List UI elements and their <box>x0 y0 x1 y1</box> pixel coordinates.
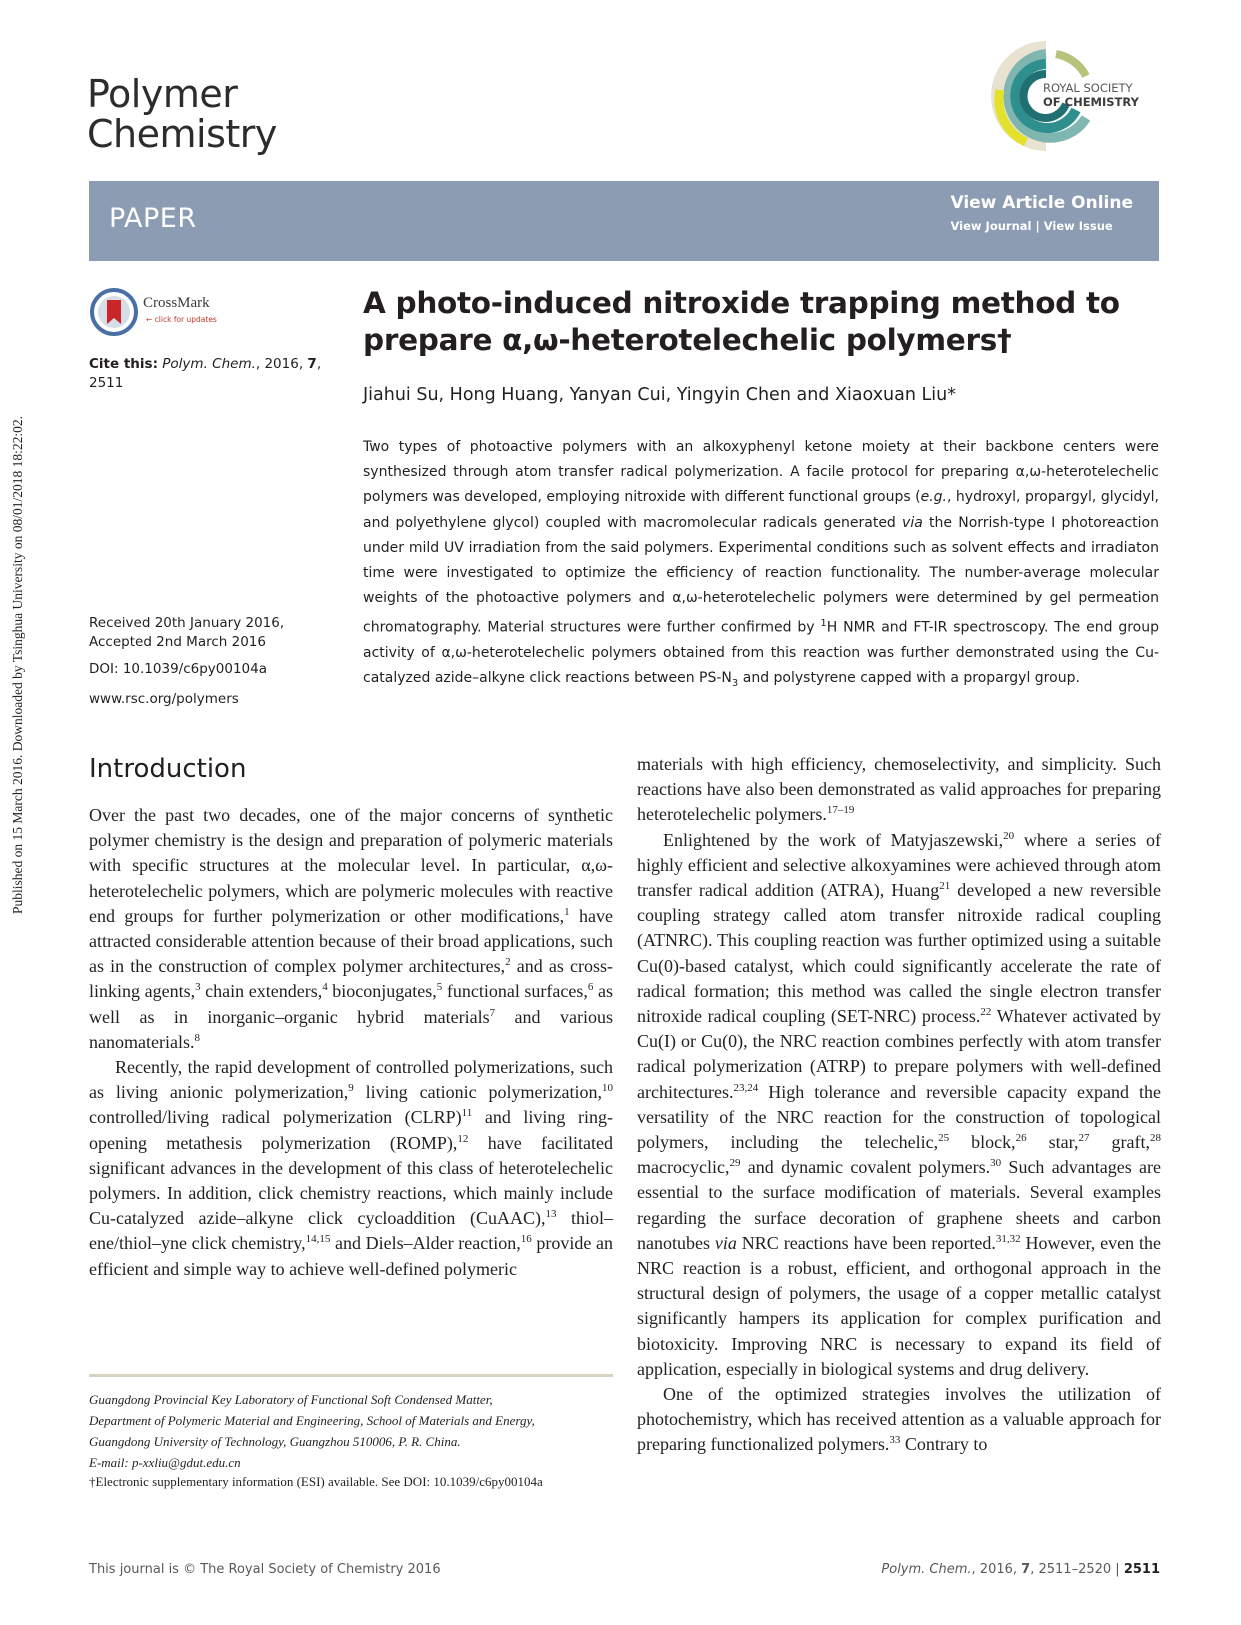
citation-ref[interactable]: 22 <box>980 1006 992 1019</box>
view-links-group <box>950 193 1133 233</box>
abstract-superscript: 1 <box>820 618 827 630</box>
citation-ref[interactable]: 14,15 <box>305 1233 331 1246</box>
citation-ref[interactable]: 30 <box>990 1157 1002 1170</box>
citation-ref[interactable]: 16 <box>520 1233 532 1246</box>
view-journal-link[interactable]: View Journal <box>950 219 1032 233</box>
view-issue-link[interactable]: View Issue <box>1043 219 1113 233</box>
body-text: One of the optimized strategies involves the utilization of photochemistry, which has received attention as a valuable approach for preparing functionalized polymers. <box>637 1384 1161 1455</box>
body-text: However, even the NRC reaction is a robust, efficient, and orthogonal approach in the structural design of polymers, the usage of a copper metallic catalyst significantly hampers its application for complex purification and biotoxicity. Improving NRC is necessary to expand its field of application, especially in biological systems and drug delivery. <box>637 1232 1162 1379</box>
journal-website-link[interactable]: www.rsc.org/polymers <box>89 691 239 707</box>
cite-page: 2511 <box>89 375 124 391</box>
view-journal-issue-links <box>950 219 1133 233</box>
author-list: Jiahui Su, Hong Huang, Yanyan Cui, Yingyin Chen and Xiaoxuan Liu* <box>363 385 956 405</box>
footer-volume: 7 <box>1021 1562 1031 1577</box>
affiliation-footnote <box>89 1389 613 1473</box>
body-text: as well as in inorganic–organic hybrid materials <box>89 981 613 1027</box>
citation-ref[interactable]: 21 <box>939 880 951 893</box>
article-type-banner <box>89 181 1159 261</box>
body-text: developed a new reversible coupling strategy called atom transfer nitroxide radical coupling (ATNRC). This coupling reaction was further optimized using a suitable Cu(0)-based catalyst, which could significantly accelerate the rate of radical formation; this method was called the single electron transfer nitroxide radical coupling (SET-NRC) process. <box>637 880 1161 1027</box>
affiliation-line: Guangdong Provincial Key Laboratory of Functional Soft Condensed Matter, <box>89 1392 493 1407</box>
doi-label[interactable]: DOI: 10.1039/c6py00104a <box>89 661 268 677</box>
rsc-line2: OF CHEMISTRY <box>1043 95 1139 109</box>
body-text: materials with high efficiency, chemoselectivity, and simplicity. Such reactions have also been demonstrated as valid approaches for preparing heterotelechelic polymers. <box>637 754 1161 825</box>
citation-ref[interactable]: 10 <box>602 1082 613 1095</box>
body-text: Recently, the rapid development of controlled polymerizations, such as living anionic polymerization, <box>89 1057 613 1103</box>
paragraph <box>89 1055 613 1282</box>
footer-year: , 2016, <box>971 1562 1022 1577</box>
body-text: controlled/living radical polymerization (CLRP) <box>89 1107 462 1128</box>
received-dates <box>89 614 329 652</box>
citation-ref[interactable]: 23,24 <box>733 1081 759 1094</box>
crossmark-subtext-label: click for updates <box>154 315 217 324</box>
crossmark-word: CrossMark <box>143 295 210 311</box>
abstract-text: , hydroxyl, propargyl, glycidyl, and polyethylene glycol) coupled with macromolecular radicals generated <box>363 489 1159 531</box>
citation-ref[interactable]: 9 <box>348 1082 354 1095</box>
affiliation-line: Guangdong University of Technology, Guangzhou 510006, P. R. China. <box>89 1434 461 1449</box>
received-date: Received 20th January 2016, <box>89 615 285 631</box>
abstract-italic: e.g. <box>920 489 947 506</box>
body-text: and as cross-linking agents, <box>89 956 613 1002</box>
footnote-divider <box>89 1374 613 1377</box>
footer-journal: Polym. Chem. <box>881 1562 972 1577</box>
body-text: and various nanomaterials. <box>89 1006 614 1052</box>
body-text: bioconjugates, <box>327 981 437 1002</box>
cite-volume: 7 <box>307 356 317 372</box>
body-text: star, <box>1026 1132 1079 1153</box>
body-text: chain extenders, <box>200 981 323 1002</box>
body-text: Enlightened by the work of Matyjaszewski, <box>663 829 1004 850</box>
journal-title <box>87 74 277 154</box>
citation-ref[interactable]: 28 <box>1149 1132 1161 1145</box>
article-title-line2: prepare α,ω-heterotelechelic polymers† <box>363 323 1012 357</box>
citation-ref[interactable]: 13 <box>545 1208 557 1221</box>
italic-text: via <box>714 1232 737 1253</box>
crossmark-icon <box>90 288 138 336</box>
journal-title-line2: Chemistry <box>87 112 277 156</box>
abstract-text: and polystyrene capped with a propargyl group. <box>738 670 1080 687</box>
cite-comma: , <box>316 356 322 372</box>
citation-ref[interactable]: 3 <box>195 981 201 994</box>
body-text: Contrary to <box>900 1434 988 1455</box>
cite-journal: Polym. Chem. <box>162 356 256 372</box>
body-text: Such advantages are essential to the surface modification of materials. Several examples regarding the surface decoration of graphene sheets and carbon nanotubes <box>637 1157 1161 1253</box>
citation-ref[interactable]: 20 <box>1003 829 1015 842</box>
body-text: and living ring-opening metathesis polymerization (ROMP), <box>89 1107 613 1153</box>
side-note-text: Published on 15 March 2016. Downloaded by Tsinghua University on 08/01/2018 18:22:02. <box>10 416 25 914</box>
rsc-wordmark <box>1043 81 1139 109</box>
citation-ref[interactable]: 17–19 <box>826 804 855 817</box>
view-article-online-link[interactable]: View Article Online <box>950 193 1133 213</box>
body-text: macrocyclic, <box>637 1157 730 1178</box>
body-text: and Diels–Alder reaction, <box>330 1233 521 1254</box>
download-side-note <box>8 355 28 975</box>
abstract-text: H NMR and FT-IR spectroscopy. The end group activity of α,ω-heterotelechelic polymers obtained from this reaction was further demonstrated using the Cu-catalyzed azide–alkyne click reactions between PS-N <box>363 620 1159 687</box>
cite-label: Cite this: <box>89 356 158 372</box>
abstract-text: Two types of photoactive polymers with an alkoxyphenyl ketone moiety at their backbone centers were synthesized through atom transfer radical polymerization. A facile protocol for preparing α,ω-heterotelechelic polymers was developed, employing nitroxide with different functional groups ( <box>363 439 1159 506</box>
citation-ref[interactable]: 1 <box>564 905 570 918</box>
section-heading: Introduction <box>89 754 247 784</box>
citation-ref[interactable]: 31,32 <box>995 1232 1021 1245</box>
citation-info <box>89 355 329 393</box>
body-text: thiol–ene/thiol–yne click chemistry, <box>89 1208 613 1254</box>
body-text: NRC reactions have been reported. <box>736 1232 996 1253</box>
citation-ref[interactable]: 11 <box>461 1107 473 1120</box>
body-text: and dynamic covalent polymers. <box>740 1157 991 1178</box>
body-text: living cationic polymerization, <box>353 1082 602 1103</box>
body-column-right <box>637 752 1161 1458</box>
footer-pages: , 2511–2520 <box>1030 1562 1112 1577</box>
footer-separator: | <box>1111 1562 1124 1577</box>
body-text: functional surfaces, <box>442 981 588 1002</box>
citation-ref[interactable]: 2 <box>505 956 511 969</box>
body-text: block, <box>949 1132 1016 1153</box>
copyright-footer: This journal is © The Royal Society of Chemistry 2016 <box>89 1562 441 1577</box>
paragraph <box>637 1382 1161 1458</box>
rsc-line1: ROYAL SOCIETY <box>1043 81 1133 95</box>
accepted-date: Accepted 2nd March 2016 <box>89 634 266 650</box>
citation-ref[interactable]: 26 <box>1015 1132 1027 1145</box>
citation-ref[interactable]: 5 <box>436 981 443 994</box>
citation-ref[interactable]: 33 <box>889 1434 901 1447</box>
citation-ref[interactable]: 29 <box>729 1157 741 1170</box>
paragraph <box>637 752 1161 828</box>
affiliation-line: Department of Polymeric Material and Engineering, School of Materials and Energy, <box>89 1413 535 1428</box>
link-separator: | <box>1031 219 1044 233</box>
body-text: provide an efficient and simple way to achieve well-defined polymeric <box>89 1233 613 1279</box>
citation-ref[interactable]: 4 <box>322 981 328 994</box>
abstract-italic: via <box>902 514 923 531</box>
citation-ref[interactable]: 7 <box>489 1006 496 1019</box>
crossmark-subtext: ← click for updates <box>146 315 217 324</box>
journal-title-line1: Polymer <box>87 72 238 116</box>
body-text: graft, <box>1089 1132 1150 1153</box>
article-title <box>363 285 1163 359</box>
body-text: Whatever activated by Cu(I) or Cu(0), the NRC reaction combines perfectly with atom transfer radical polymerization (ATRP) to prepare polymers with well-defined architectures. <box>637 1006 1161 1102</box>
body-text: where a series of highly efficient and selective alkoxyamines were achieved through atom transfer radical addition (ATRA), Huang <box>637 829 1161 901</box>
paragraph <box>637 828 1161 1382</box>
page-number: 2511 <box>1123 1562 1160 1577</box>
author-email[interactable]: E-mail: p-xxliu@gdut.edu.cn <box>89 1455 241 1470</box>
citation-ref[interactable]: 25 <box>938 1132 950 1145</box>
body-text: have attracted considerable attention because of their broad applications, such as in the construction of complex polymer architectures, <box>89 905 613 977</box>
citation-ref[interactable]: 27 <box>1078 1132 1090 1145</box>
citation-ref[interactable]: 12 <box>457 1132 469 1145</box>
body-text: High tolerance and reversible capacity expand the versatility of the NRC reaction for the construction of topological polymers, including the telechelic, <box>637 1081 1161 1153</box>
body-text: have facilitated significant advances in the development of this class of heterotelechelic polymers. In addition, click chemistry reactions, which mainly include Cu-catalyzed azide–alkyne click cycloaddition (CuAAC), <box>89 1132 614 1229</box>
citation-ref[interactable]: 6 <box>587 981 594 994</box>
article-title-line1: A photo-induced nitroxide trapping method to <box>363 286 1120 320</box>
abstract-subscript: 3 <box>731 678 739 690</box>
abstract-text: the Norrish-type I photoreaction under mild UV irradiation from the said polymers. Experimental conditions such as solvent effects and irradiaton time were investigated to optimize the efficiency of reaction functionality. The number-average molecular weights of the photoactive polymers and α,ω-heterotelechelic polymers were determined by gel permeation chromatography. Material structures were further confirmed by <box>363 514 1159 637</box>
citation-ref[interactable]: 8 <box>194 1031 200 1044</box>
body-text: Over the past two decades, one of the major concerns of synthetic polymer chemistry is the design and preparation of polymeric materials with specific structures at the molecular level. In particular, α,ω-heterotelechelic polymers, which are polymeric molecules with reactive end groups for further polymerization or other modifications, <box>89 805 613 926</box>
article-type-label: PAPER <box>109 203 197 234</box>
paragraph <box>89 803 613 1055</box>
esi-footnote: †Electronic supplementary information (ESI) available. See DOI: 10.1039/c6py00104a <box>89 1474 543 1489</box>
page-footer-citation <box>881 1562 1160 1577</box>
abstract <box>363 435 1159 696</box>
crossmark-badge[interactable] <box>90 288 290 338</box>
body-column-left <box>89 803 613 1282</box>
cite-year: , 2016, <box>255 356 308 372</box>
